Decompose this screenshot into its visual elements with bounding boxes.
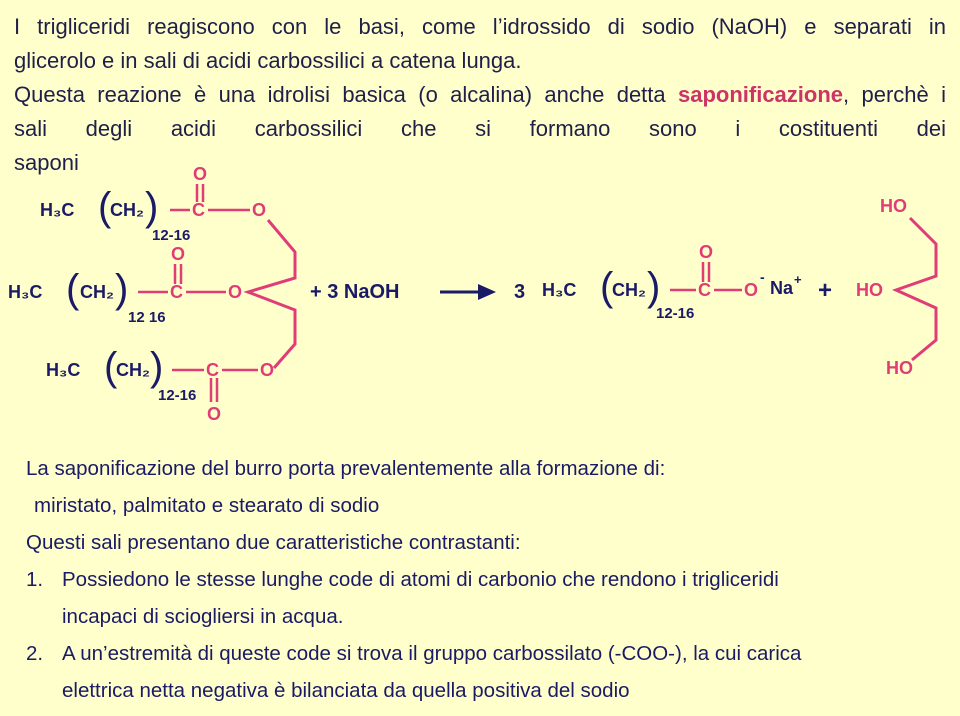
item-2-line-b: elettrica netta negativa è bilanciata da quella positiva del sodio — [62, 679, 630, 702]
item-2-line-a: A un’estremità di queste code si trova il gruppo carbossilato (-COO-), la cui carica — [62, 642, 802, 665]
ch2-group: CH₂ — [116, 360, 150, 380]
ester-oxygen: O — [260, 360, 275, 380]
hydroxyl-group: HO — [856, 280, 883, 300]
oxygen-atom: O — [207, 404, 222, 424]
chain-length-label: 12 16 — [128, 309, 166, 326]
close-paren: ) — [150, 345, 164, 389]
ester-oxygen: O — [228, 282, 243, 302]
body-line-2: miristato, palmitato e stearato di sodio — [34, 494, 380, 517]
glycerol-backbone — [896, 218, 936, 360]
intro-line-3-b: , perchè i — [843, 82, 946, 107]
intro-line-5: saponi — [14, 150, 79, 175]
open-paren: ( — [98, 185, 112, 229]
explanation-panel — [0, 430, 960, 716]
negative-charge: - — [760, 269, 765, 285]
intro-line-1: I trigliceridi reagiscono con le basi, come l’idrossido di sodio (NaOH) e separati in — [14, 14, 946, 39]
carbon-atom: C — [698, 280, 711, 300]
intro-line-3 — [14, 78, 946, 112]
reaction-diagram — [0, 164, 960, 430]
ch2-group: CH₂ — [110, 200, 144, 220]
item-1-line-b: incapaci di sciogliersi in acqua. — [62, 605, 344, 628]
oxygen-atom: O — [193, 164, 208, 184]
close-paren: ) — [145, 185, 159, 229]
triglyceride-chain-3 — [46, 345, 274, 424]
ch3-group: H₃C — [542, 280, 577, 300]
close-paren: ) — [115, 267, 129, 311]
intro-line-4: sali degli acidi carbossilici che si formano sono i costituenti dei — [14, 116, 946, 141]
carbon-atom: C — [192, 200, 205, 220]
oxygen-atom: O — [171, 244, 186, 264]
carbon-atom: C — [170, 282, 183, 302]
coefficient: 3 — [514, 281, 526, 303]
triglyceride-chain-2 — [8, 244, 242, 326]
ch3-group: H₃C — [40, 200, 75, 220]
open-paren: ( — [600, 265, 614, 309]
saponification-reaction-svg — [0, 164, 960, 430]
glycerol-product — [856, 196, 936, 378]
hydroxyl-group: HO — [880, 196, 907, 216]
hydroxyl-group: HO — [886, 358, 913, 378]
close-paren: ) — [647, 265, 661, 309]
plus-sign: + — [818, 277, 833, 304]
ester-oxygen: O — [252, 200, 267, 220]
soap-product — [514, 242, 802, 322]
chain-length-label: 12-16 — [152, 227, 191, 244]
item-1-number: 1. — [26, 568, 44, 591]
intro-line-2: glicerolo e in sali di acidi carbossilici a catena lunga. — [14, 48, 522, 73]
ch2-group: CH₂ — [612, 280, 646, 300]
carbon-atom: C — [206, 360, 219, 380]
intro-text — [14, 10, 946, 180]
chain-length-label: 12-16 — [656, 305, 695, 322]
intro-panel — [0, 0, 960, 190]
body-line-1: La saponificazione del burro porta prevalentemente alla formazione di: — [26, 457, 666, 480]
open-paren: ( — [66, 267, 80, 311]
carboxylate-oxygen: O — [744, 280, 759, 300]
positive-charge: + — [794, 272, 802, 287]
oxygen-atom: O — [699, 242, 714, 262]
item-1-line-a: Possiedono le stesse lunghe code di atomi di carbonio che rendono i trigliceridi — [62, 568, 779, 591]
item-2-number: 2. — [26, 642, 44, 665]
saponification-term: saponificazione — [677, 82, 844, 107]
open-paren: ( — [104, 345, 118, 389]
ch2-group: CH₂ — [80, 282, 114, 302]
ch3-group: H₃C — [46, 360, 81, 380]
ch3-group: H₃C — [8, 282, 43, 302]
glycerol-backbone — [248, 220, 295, 368]
body-line-3: Questi sali presentano due caratteristiche contrastanti: — [26, 531, 521, 554]
reagent-naoh: + 3 NaOH — [310, 281, 400, 303]
intro-line-3-a: Questa reazione è una idrolisi basica (o alcalina) anche detta — [14, 82, 678, 107]
sodium-ion: Na — [770, 278, 794, 298]
reaction-arrow-head — [478, 284, 496, 300]
chain-length-label: 12-16 — [158, 387, 197, 404]
